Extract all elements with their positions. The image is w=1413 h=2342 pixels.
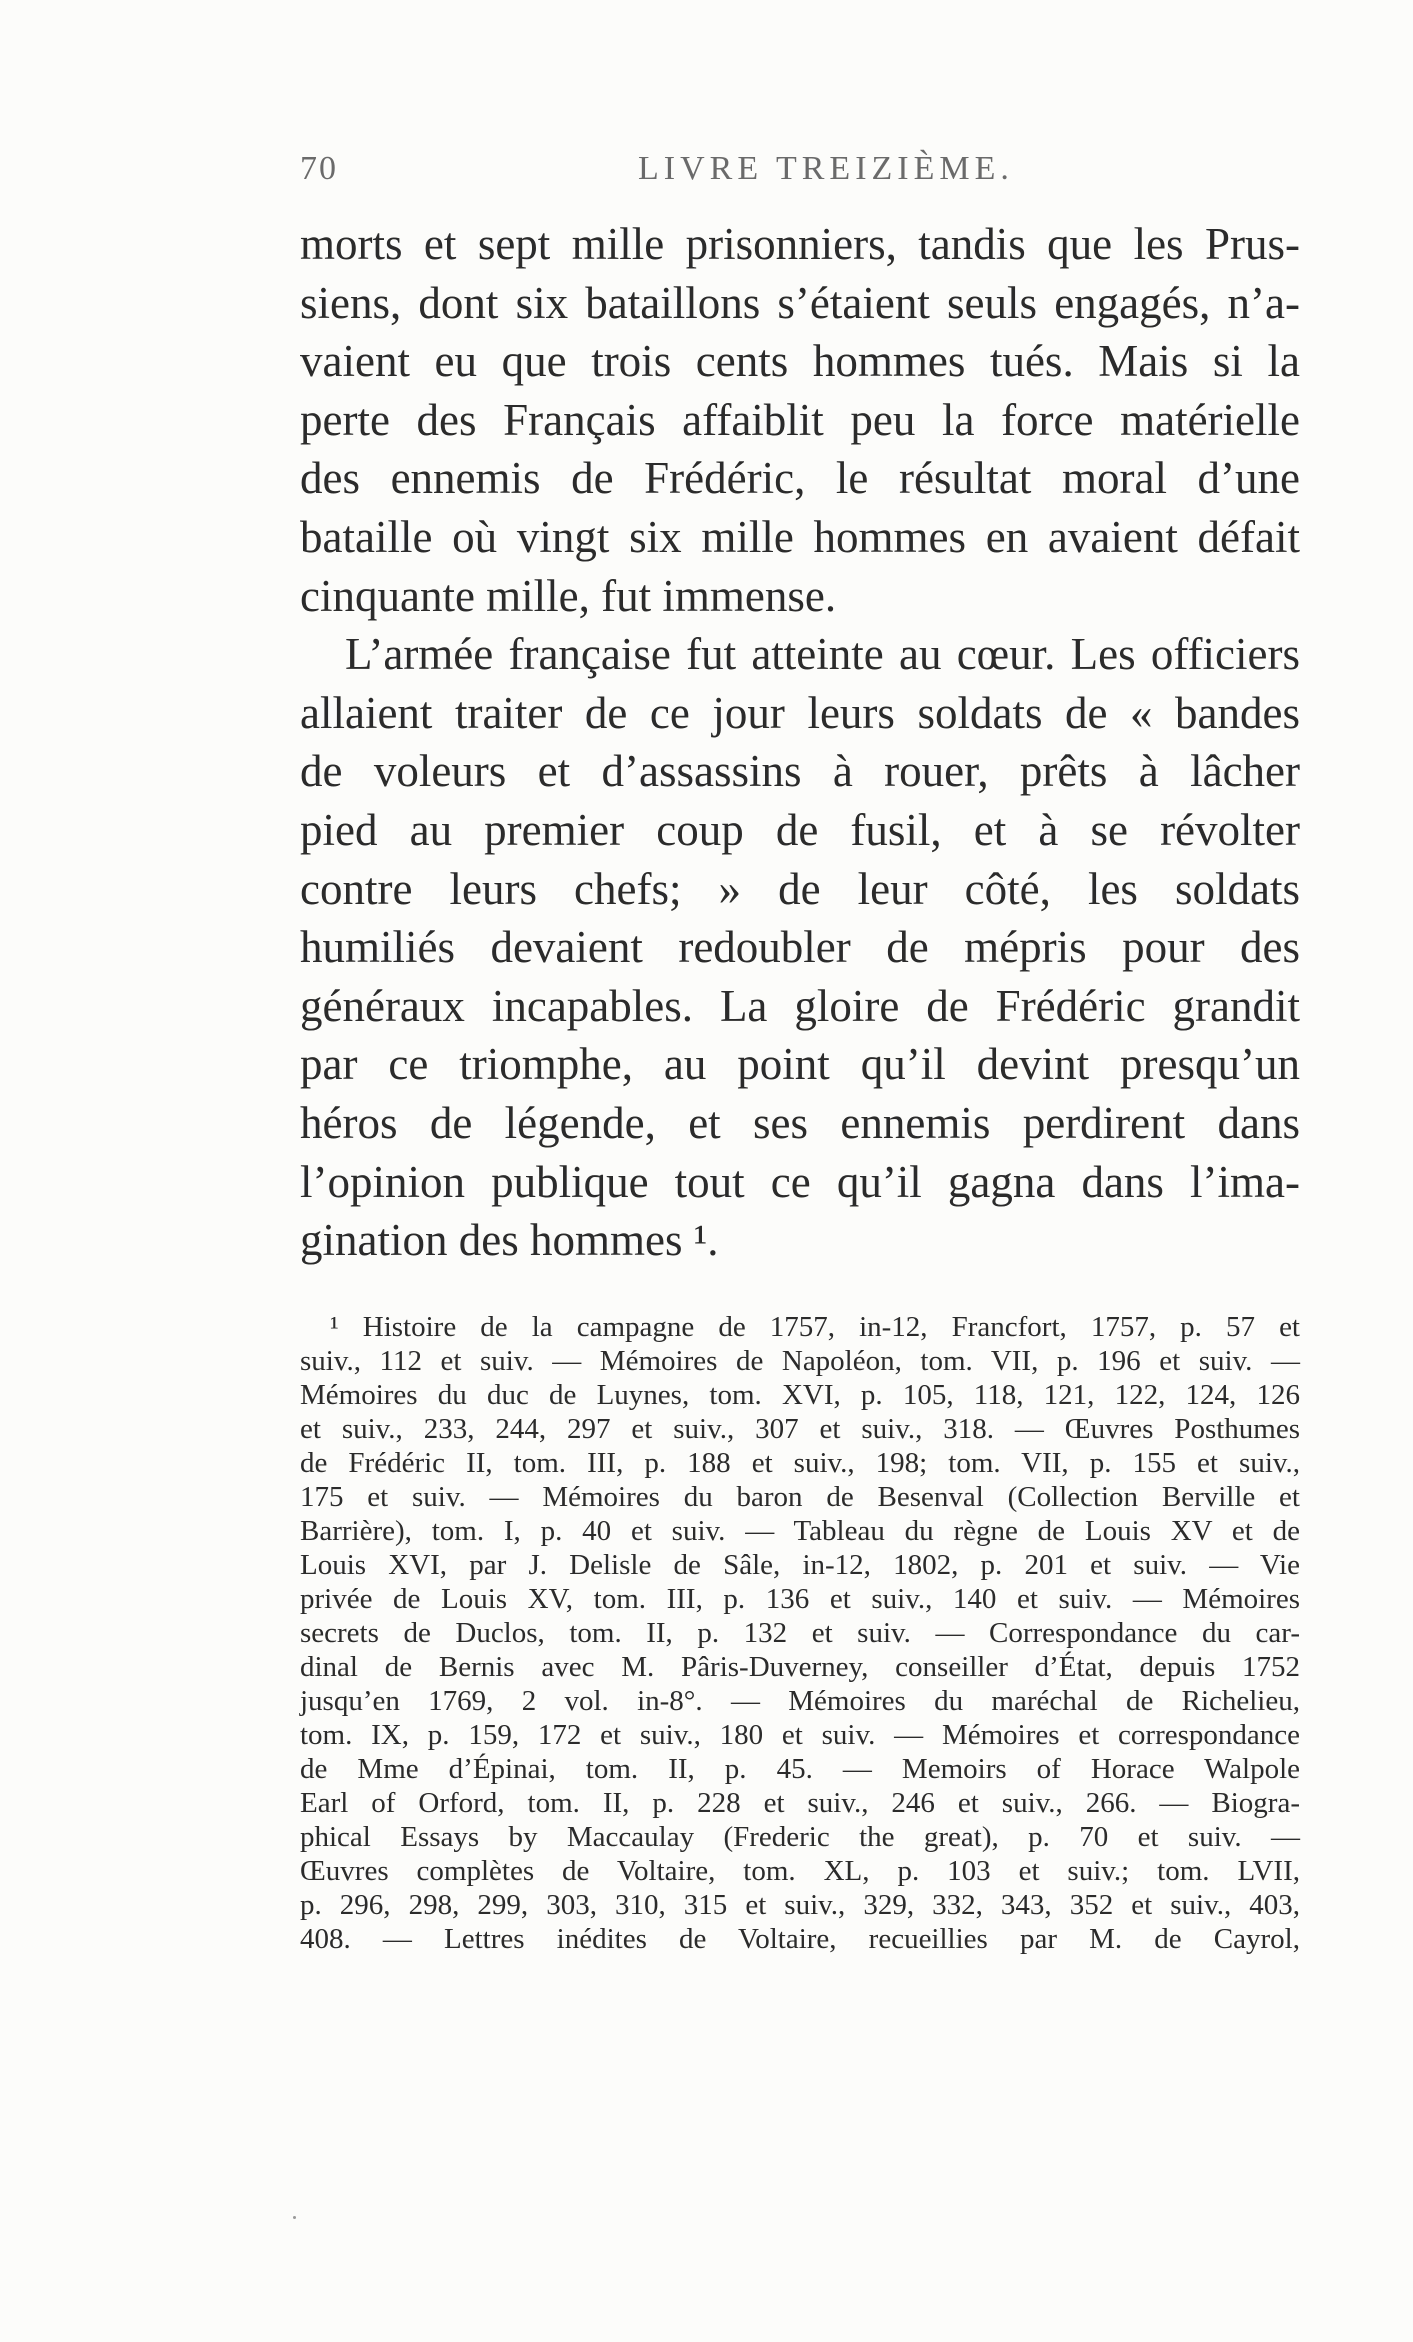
text-line: héros de légende, et ses ennemis perdirent dans bbox=[300, 1097, 1300, 1148]
footnote-line: 408. — Lettres inédites de Voltaire, recueillies par M. de Cayrol, bbox=[300, 1923, 1300, 1955]
paper-speck bbox=[293, 2216, 296, 2219]
footnote-line: ¹ Histoire de la campagne de 1757, in-12, Francfort, 1757, p. 57 et bbox=[330, 1311, 1300, 1343]
footnote-line: et suiv., 233, 244, 297 et suiv., 307 et suiv., 318. — Œuvres Posthumes bbox=[300, 1413, 1300, 1445]
footnote-line: Barrière), tom. I, p. 40 et suiv. — Tableau du règne de Louis XV et de bbox=[300, 1515, 1300, 1547]
running-title: LIVRE TREIZIÈME. bbox=[638, 150, 1014, 187]
footnote-line: privée de Louis XV, tom. III, p. 136 et suiv., 140 et suiv. — Mémoires bbox=[300, 1583, 1300, 1615]
footnote-line: 175 et suiv. — Mémoires du baron de Besenval (Collection Berville et bbox=[300, 1481, 1300, 1513]
text-line: l’opinion publique tout ce qu’il gagna dans l’ima- bbox=[300, 1156, 1300, 1207]
text-line: généraux incapables. La gloire de Frédéric grandit bbox=[300, 980, 1300, 1031]
footnote-line: p. 296, 298, 299, 303, 310, 315 et suiv., 329, 332, 343, 352 et suiv., 403, bbox=[300, 1889, 1300, 1921]
footnote-line: de Frédéric II, tom. III, p. 188 et suiv., 198; tom. VII, p. 155 et suiv., bbox=[300, 1447, 1300, 1479]
text-line: cinquante mille, fut immense. bbox=[300, 570, 837, 621]
footnote-line: Louis XVI, par J. Delisle de Sâle, in-12, 1802, p. 201 et suiv. — Vie bbox=[300, 1549, 1300, 1581]
footnotes bbox=[300, 1310, 1300, 1956]
footnote-line: Œuvres complètes de Voltaire, tom. XL, p. 103 et suiv.; tom. LVII, bbox=[300, 1855, 1300, 1887]
text-line: L’armée française fut atteinte au cœur. Les officiers bbox=[345, 629, 1300, 680]
text-line: de voleurs et d’assassins à rouer, prêts à lâcher bbox=[300, 746, 1300, 797]
text-line: humiliés devaient redoubler de mépris pour des bbox=[300, 922, 1300, 973]
footnote-line: Mémoires du duc de Luynes, tom. XVI, p. 105, 118, 121, 122, 124, 126 bbox=[300, 1379, 1300, 1411]
text-line: gination des hommes ¹. bbox=[300, 1215, 719, 1266]
footnote-line: phical Essays by Maccaulay (Frederic the great), p. 70 et suiv. — bbox=[300, 1821, 1300, 1853]
footnote-line: tom. IX, p. 159, 172 et suiv., 180 et suiv. — Mémoires et correspondance bbox=[300, 1719, 1300, 1751]
footnote-line: dinal de Bernis avec M. Pâris-Duverney, conseiller d’État, depuis 1752 bbox=[300, 1651, 1300, 1683]
text-line: pied au premier coup de fusil, et à se révolter bbox=[300, 804, 1300, 855]
text-line: par ce triomphe, au point qu’il devint presqu’un bbox=[300, 1039, 1300, 1090]
text-line: allaient traiter de ce jour leurs soldats de « bandes bbox=[300, 687, 1300, 738]
main-text bbox=[300, 215, 1300, 1270]
page-header bbox=[300, 150, 1300, 200]
text-line: contre leurs chefs; » de leur côté, les soldats bbox=[300, 863, 1300, 914]
text-line: des ennemis de Frédéric, le résultat moral d’une bbox=[300, 453, 1300, 504]
footnote-line: de Mme d’Épinai, tom. II, p. 45. — Memoirs of Horace Walpole bbox=[300, 1753, 1300, 1785]
footnote-line: Earl of Orford, tom. II, p. 228 et suiv., 246 et suiv., 266. — Biogra- bbox=[300, 1787, 1300, 1819]
text-line: vaient eu que trois cents hommes tués. Mais si la bbox=[300, 336, 1300, 387]
page-number: 70 bbox=[300, 150, 338, 187]
footnote-line: jusqu’en 1769, 2 vol. in-8°. — Mémoires du maréchal de Richelieu, bbox=[300, 1685, 1300, 1717]
text-line: perte des Français affaiblit peu la force matérielle bbox=[300, 394, 1300, 445]
text-line: bataille où vingt six mille hommes en avaient défait bbox=[300, 511, 1300, 562]
text-line: siens, dont six bataillons s’étaient seuls engagés, n’a- bbox=[300, 277, 1300, 328]
text-line: morts et sept mille prisonniers, tandis que les Prus- bbox=[300, 219, 1300, 269]
footnote-line: secrets de Duclos, tom. II, p. 132 et suiv. — Correspondance du car- bbox=[300, 1617, 1300, 1649]
footnote-line: suiv., 112 et suiv. — Mémoires de Napoléon, tom. VII, p. 196 et suiv. — bbox=[300, 1345, 1300, 1377]
